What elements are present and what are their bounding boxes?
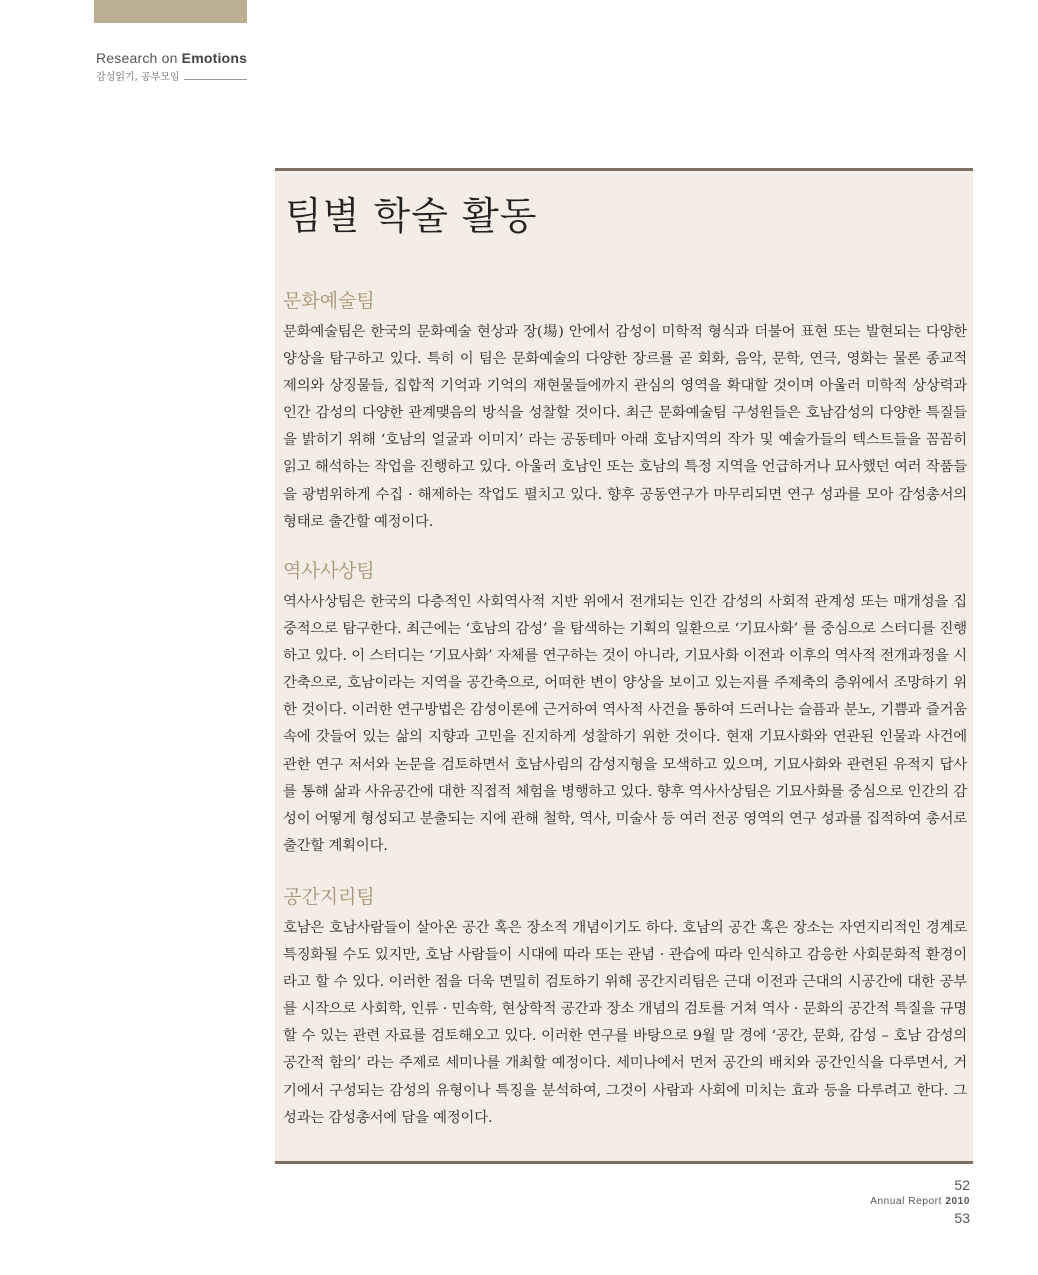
content-panel bbox=[275, 168, 973, 1164]
page-title: 팀별 학술 활동 bbox=[285, 194, 538, 238]
page-number-left: 52 bbox=[954, 1177, 970, 1193]
section-heading: 공간지리팀 bbox=[283, 886, 375, 908]
report-year: 2010 bbox=[945, 1196, 970, 1207]
running-header-title: Research on Emotions bbox=[96, 50, 248, 66]
page-number-right: 53 bbox=[954, 1210, 970, 1226]
header-rule bbox=[184, 79, 247, 80]
section-heading: 문화예술팀 bbox=[283, 290, 375, 312]
section-body: 문화예술팀은 한국의 문화예술 현상과 장(場) 안에서 감성이 미학적 형식과 더불어 표현 또는 발현되는 다양한 양상을 탐구하고 있다. 특히 이 팀은 문화예술의 다양한 장르를 곧 회화, 음악, 문학, 연극, 영화는 물론 종교적 제의와 상징물들, 집합적 기억과 기억의 재현물들에까지 관심의 영역을 확대할 것이며 아울러 미학적 상상력과 인간 감성의 다양한 관계맺음의 방식을 성찰할 것이다. 최근 문화예술팀 구성원들은 호남감성의 다양한 특질들을 밝히기 위해 ‘호남의 얼굴과 이미지’ 라는 공동테마 아래 호남지역의 작가 및 예술가들의 텍스트들을 꼼꼼히 읽고 해석하는 작업을 진행하고 있다. 아울러 호남인 또는 호남의 특정 지역을 언급하거나 묘사했던 여러 작품들을 광범위하게 수집 · 해제하는 작업도 펼치고 있다. 향후 공동연구가 마무리되면 연구 성과를 모아 감성총서의 형태로 출간할 예정이다. bbox=[283, 324, 967, 530]
section-body: 호남은 호남사람들이 살아온 공간 혹은 장소적 개념이기도 하다. 호남의 공간 혹은 장소는 자연지리적인 경계로 특징화될 수도 있지만, 호남 사람들이 시대에 따라 또는 관념 · 관습에 따라 인식하고 감응한 사회문화적 환경이라고 할 수 있다. 이러한 점을 더욱 면밀히 검토하기 위해 공간지리팀은 근대 이전과 근대의 시공간에 대한 공부를 시작으로 사회학, 인류 · 민속학, 현상학적 공간과 장소 개념의 검토를 거쳐 역사 · 문화의 공간적 특질을 규명할 수 있는 관련 자료를 검토해오고 있다. 이러한 연구를 바탕으로 9월 말 경에 ‘공간, 문화, 감성 – 호남 감성의 공간적 함의’ 라는 주제로 세미나를 개최할 예정이다. 세미나에서 먼저 공간의 배치와 공간인식을 다루면서, 거기에서 구성되는 감성의 유형이나 특징을 분석하여, 그것이 사람과 사회에 미치는 효과 등을 다루려고 한다. 그 성과는 감성총서에 담을 예정이다. bbox=[283, 920, 967, 1126]
running-header-subtitle: 감성읽기, 공부모임 bbox=[96, 68, 247, 83]
section-body: 역사사상팀은 한국의 다층적인 사회역사적 지반 위에서 전개되는 인간 감성의 사회적 관계성 또는 매개성을 집중적으로 탐구한다. 최근에는 ‘호남의 감성’ 을 탐색하는 기획의 일환으로 ‘기묘사화’ 를 중심으로 스터디를 진행하고 있다. 이 스터디는 ‘기묘사화’ 자체를 연구하는 것이 아니라, 기묘사화 이전과 이후의 역사적 전개과정을 시간축으로, 호남이라는 지역을 공간축으로, 어떠한 변이 양상을 보이고 있는지를 주제축의 층위에서 조망하기 위한 것이다. 이러한 연구방법은 감성이론에 근거하여 역사적 사건을 통하여 드러나는 슬픔과 분노, 기쁨과 즐거움 속에 갓들어 있는 삶의 지향과 고민을 진지하게 성찰하기 위한 것이다. 현재 기묘사화와 연관된 인물과 사건에 관한 연구 저서와 논문을 검토하면서 호남사림의 감성지형을 모색하고 있으며, 기묘사화와 관련된 유적지 답사를 통해 삶과 사유공간에 대한 직접적 체험을 병행하고 있다. 향후 역사사상팀은 기묘사화를 중심으로 인간의 감성이 어떻게 형성되고 분출되는 지에 관해 철학, 역사, 미술사 등 여러 전공 영역의 연구 성과를 집적하여 총서로 출간할 계획이다. bbox=[283, 594, 967, 854]
running-header bbox=[96, 50, 247, 83]
section-space-geography bbox=[283, 882, 967, 1132]
section-heading: 역사사상팀 bbox=[283, 560, 375, 582]
header-color-bar bbox=[94, 0, 247, 23]
section-history-thought bbox=[283, 556, 967, 860]
report-label: Annual Report 2010 bbox=[870, 1196, 970, 1207]
section-culture-arts bbox=[283, 286, 967, 536]
running-header-emphasis: Emotions bbox=[181, 50, 248, 66]
